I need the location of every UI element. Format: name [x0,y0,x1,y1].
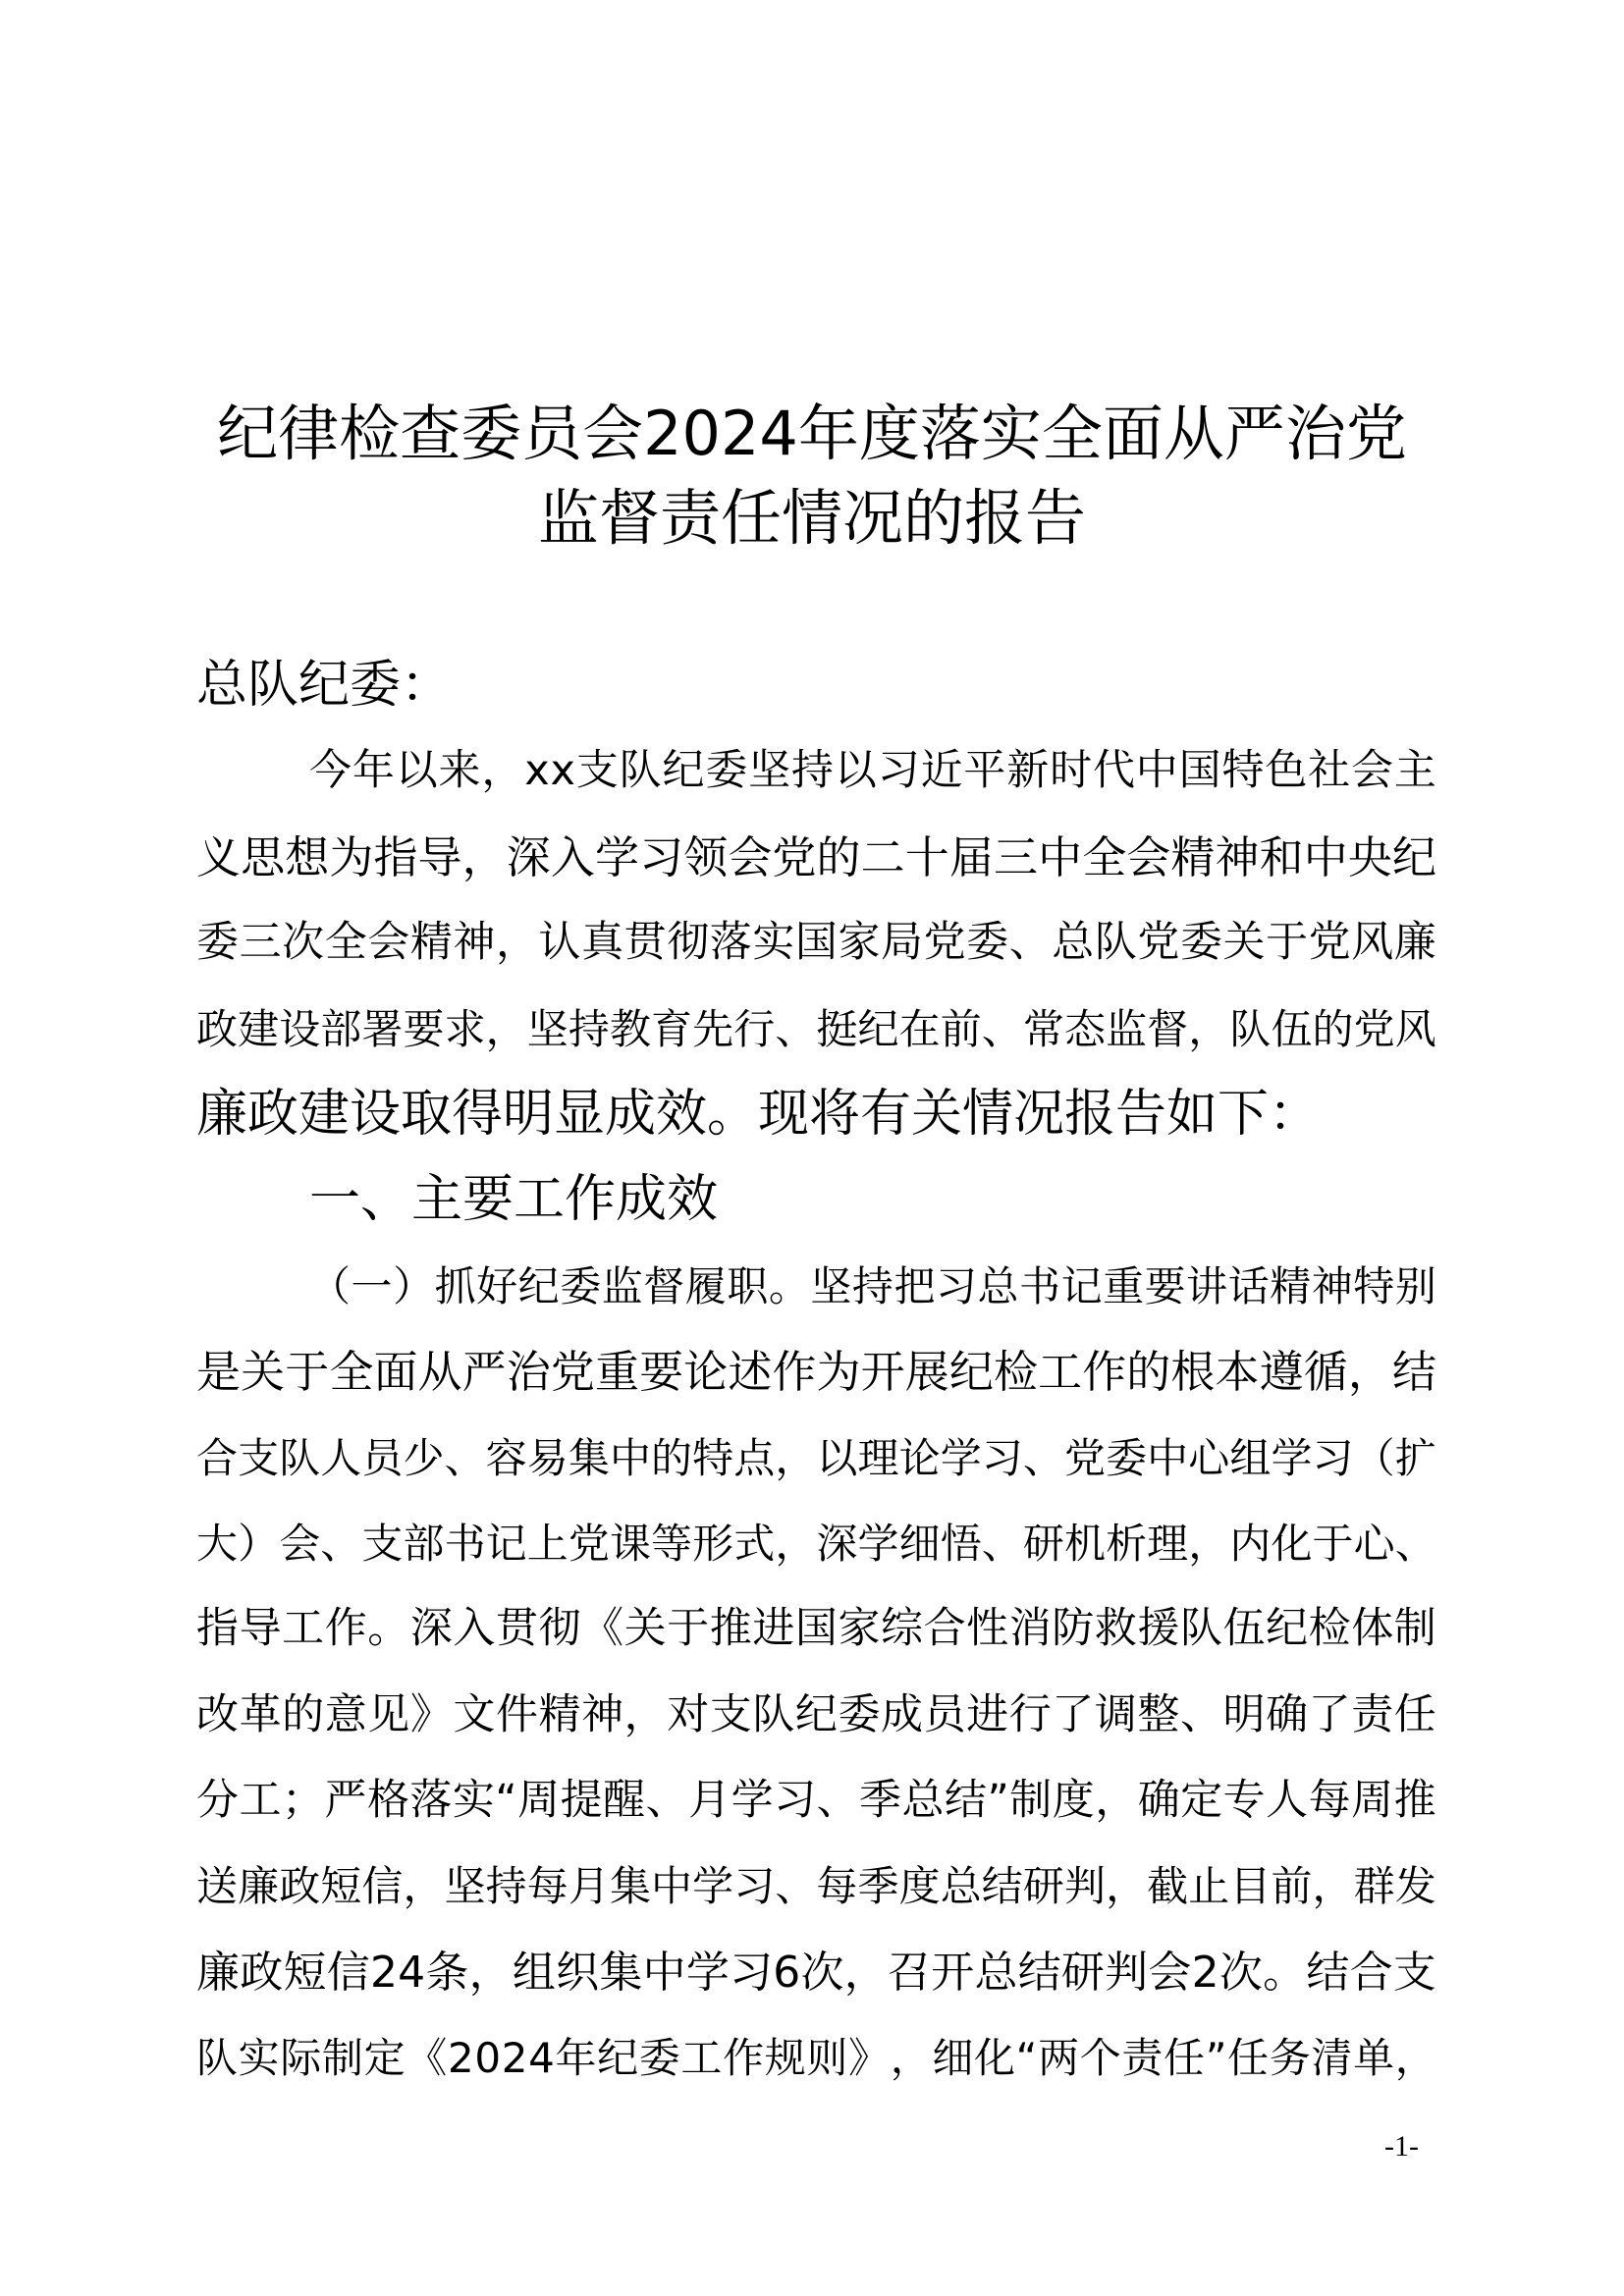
document-title-line-1: 纪律检查委员会2024年度落实全面从严治党 [217,398,1407,469]
section-heading: 一、主要工作成效 [309,1170,719,1230]
paragraph-line: 合 支 队 人 员 少 、 容 易 集 中 的 特 点 ， 以 理 论 学 习 、 党 委 中 心 组 学 习 （ 扩 [196,1433,1436,1482]
paragraph-line: 义 思 想 为 指 导 ， 深 入 学 习 领 会 党 的 二 十 届 三 中 全 会 精 神 和 中 央 纪 [196,830,1436,883]
paragraph-line: （ 一 ） 抓 好 纪 委 监 督 履 职 。 坚 持 把 习 总 书 记 重 要 讲 话 精 神 特 别 [309,1261,1436,1310]
paragraph-line: 送 廉 政 短 信 ， 坚 持 每 月 集 中 学 习 、 每 季 度 总 结 研 判 ， 截 止 目 前 ， 群 发 [196,1862,1436,1911]
paragraph-line: 指 导 工 作 。 深 入 贯 彻 《 关 于 推 进 国 家 综 合 性 消 防 救 援 队 伍 纪 检 体 制 [196,1604,1436,1654]
page-number: -1- [1384,2130,1419,2163]
paragraph-line: 廉 政 短 信 2 4 条 ， 组 织 集 中 学 习 6 次 ， 召 开 总 结 研 判 会 2 次 。 结 合 支 [196,1947,1436,1998]
paragraph-line: 大 ） 会 、 支 部 书 记 上 党 课 等 形 式 ， 深 学 细 悟 、 研 机 析 理 ， 内 化 于 心 、 [196,1519,1436,1568]
salutation: 总队纪委： [196,656,453,715]
paragraph-line: 廉政建设取得明显成效。现将有关情况报告如下： [196,1084,1321,1144]
paragraph-line: 政 建 设 部 署 要 求 ， 坚 持 教 育 先 行 、 挺 纪 在 前 、 常 态 监 督 ， 队 伍 的 党 风 [196,1004,1436,1053]
document-body [196,643,1436,2102]
paragraph-line: 今 年 以 来 ， x x 支 队 纪 委 坚 持 以 习 近 平 新 时 代 中 国 特 色 社 会 主 [309,746,1436,796]
document-title-line-2: 监督责任情况的报告 [537,482,1086,554]
paragraph-line: 改 革 的 意 见 》 文 件 精 神 ， 对 支 队 纪 委 成 员 进 行 了 调 整 、 明 确 了 责 任 [196,1689,1436,1739]
paragraph-line: 分 工 ； 严 格 落 实 “ 周 提 醒 、 月 学 习 、 季 总 结 ” 制 度 ， 确 定 专 人 每 周 推 [196,1776,1436,1826]
paragraph-line: 是 关 于 全 面 从 严 治 党 重 要 论 述 作 为 开 展 纪 检 工 作 的 根 本 遵 循 ， 结 [196,1346,1436,1399]
paragraph-line: 队 实 际 制 定 《 2 0 2 4 年 纪 委 工 作 规 则 》 ， 细 化 “ 两 个 责 任 ” 任 务 清 单 ， [196,2034,1436,2083]
paragraph-line: 委 三 次 全 会 精 神 ， 认 真 贯 彻 落 实 国 家 局 党 委 、 总 队 党 委 关 于 党 风 廉 [196,918,1436,968]
